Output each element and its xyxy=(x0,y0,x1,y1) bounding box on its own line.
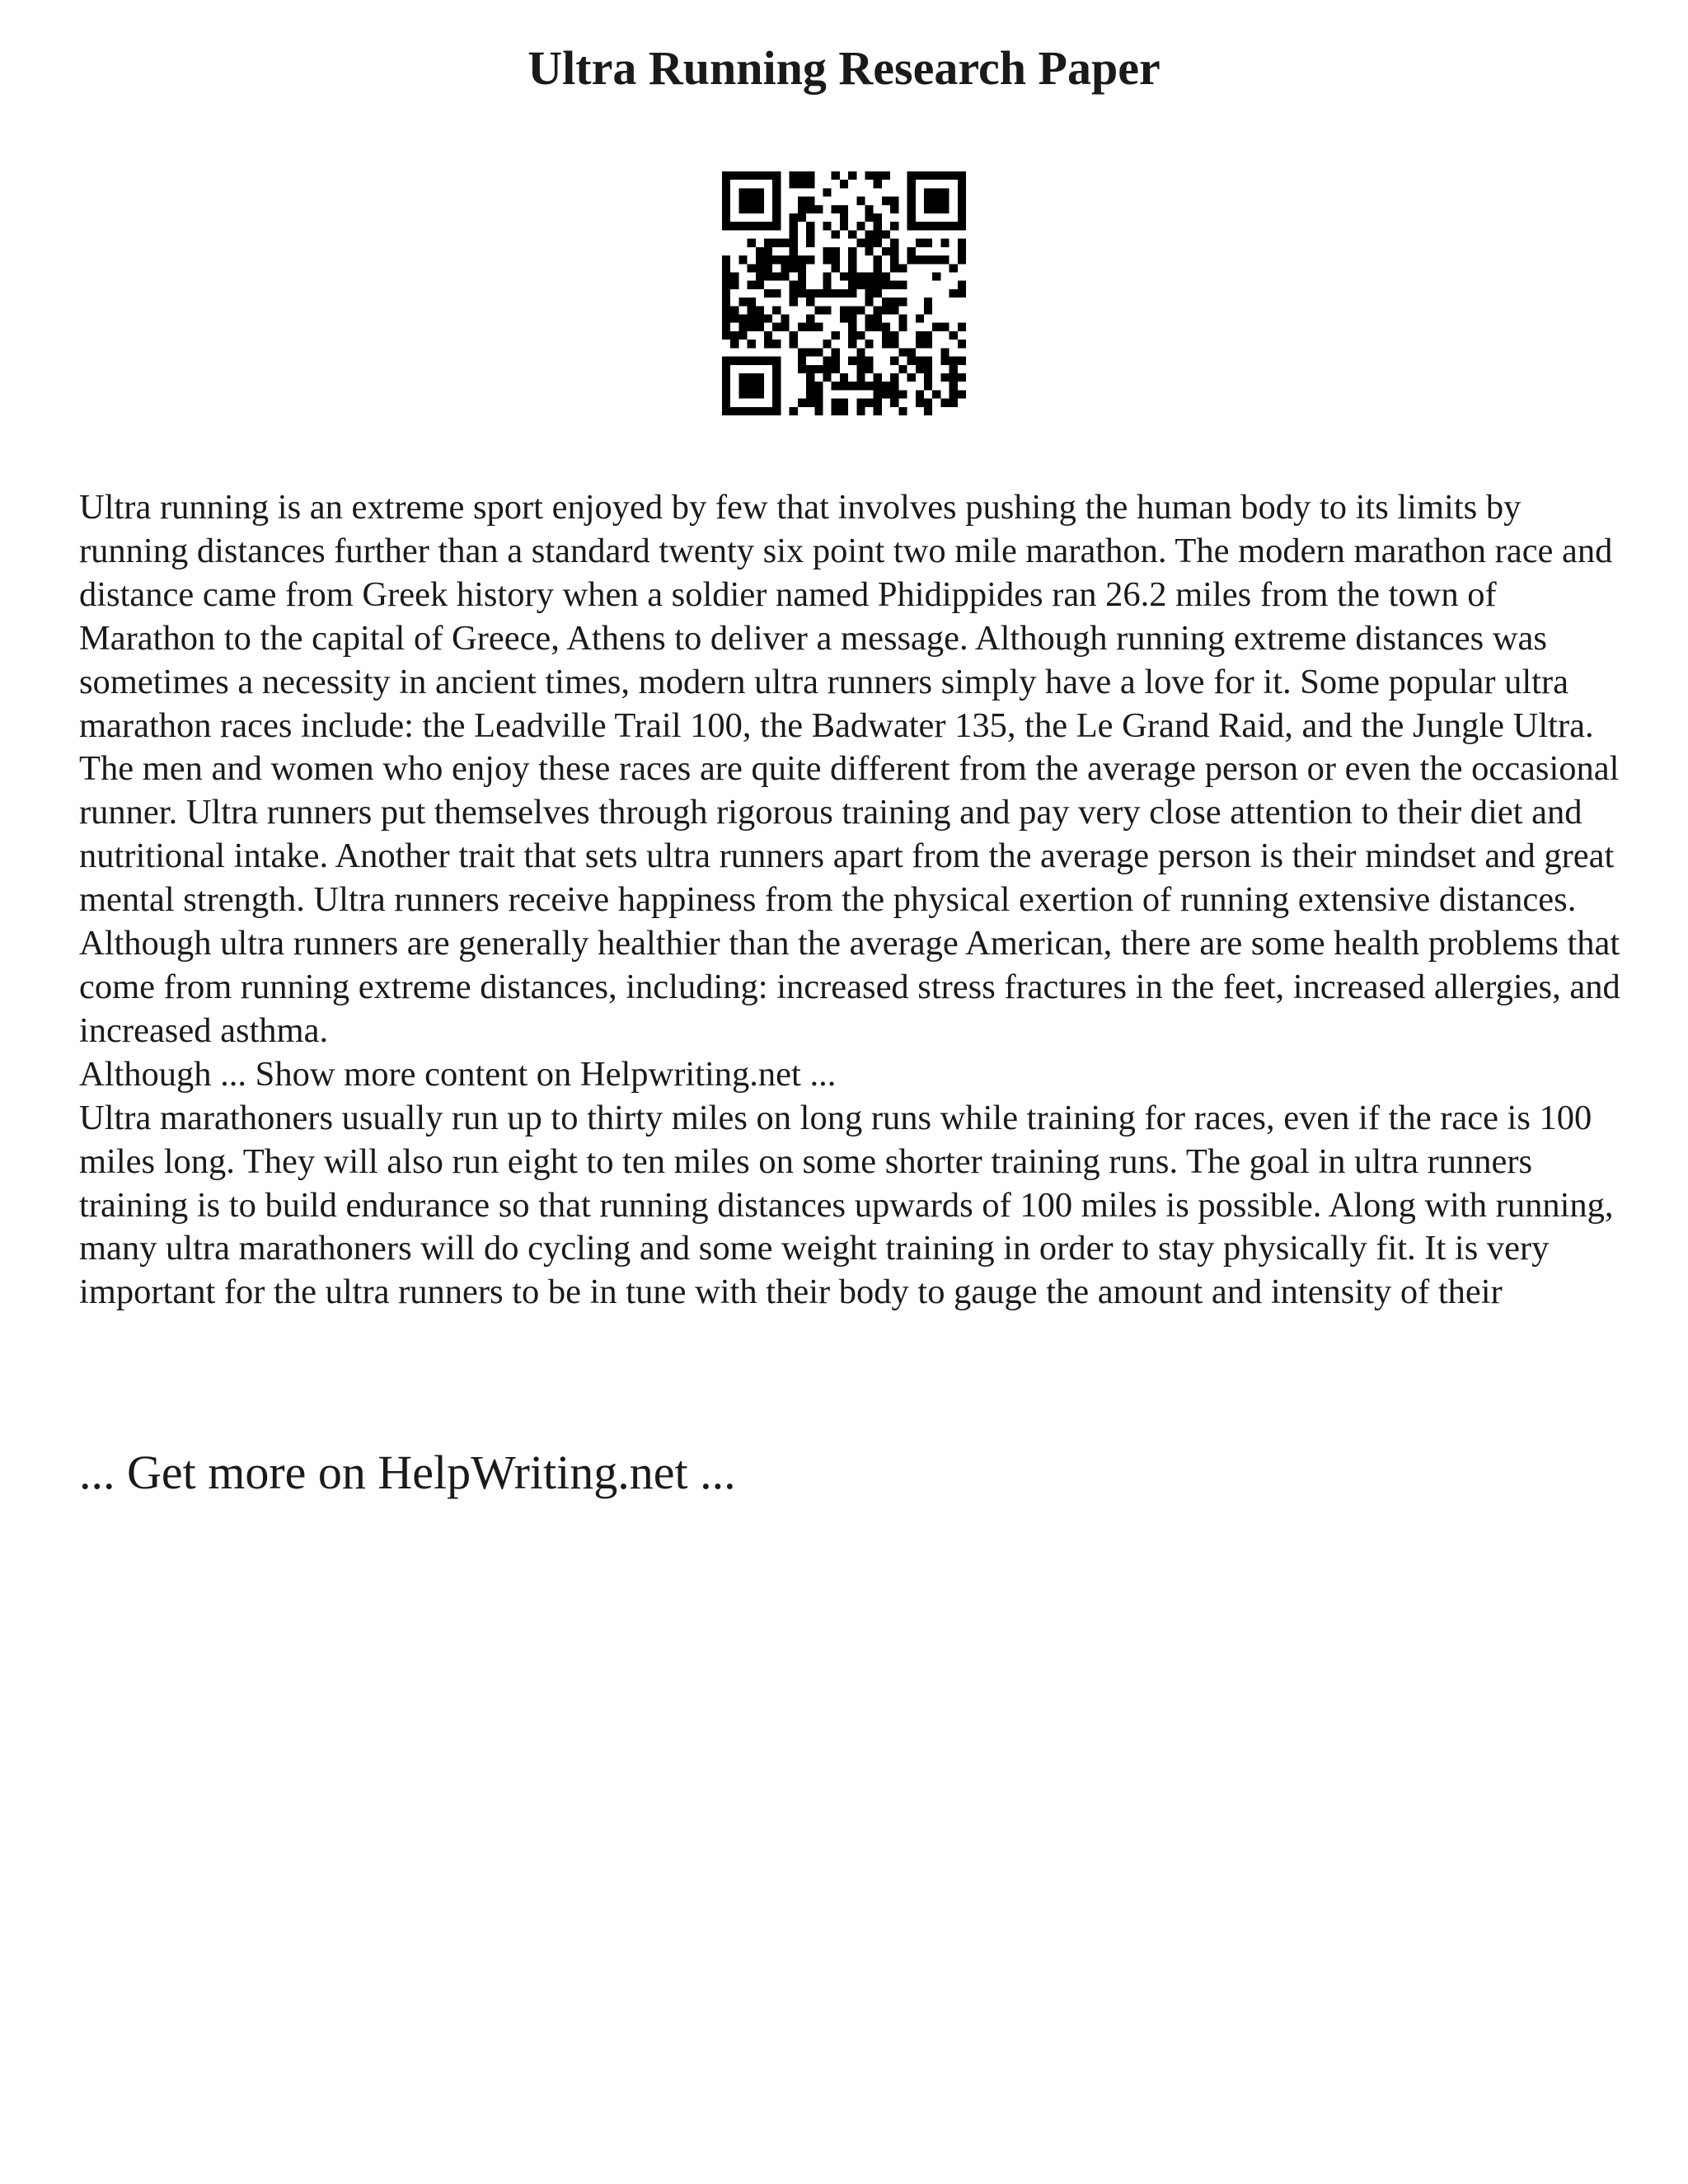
paragraph: Ultra running is an extreme sport enjoyed by few that involves pushing the human body to its limits by running distances further than a standard twenty six point two mile marathon. The modern marathon race and distance came from Greek history when a soldier named Phidippides ran 26.2 miles from the town of Marathon to the capital of Greece, Athens to deliver a message. Although running extreme distances was sometimes a necessity in ancient times, modern ultra runners simply have a love for it. Some popular ultra marathon races include: the Leadville Trail 100, the Badwater 135, the Le Grand Raid, and the Jungle Ultra. xyxy=(79,488,1613,745)
get-more-link[interactable]: ... Get more on HelpWriting.net ... xyxy=(79,1446,736,1499)
qr-finder-bottom-left xyxy=(722,357,781,415)
show-more-line: Although ... Show more content on Helpwriting.net ... xyxy=(79,1054,837,1094)
page-title: Ultra Running Research Paper xyxy=(528,41,1160,95)
paragraph: Ultra marathoners usually run up to thirty miles on long runs while training for races, even if the race is 100 miles long. They will also run eight to ten miles on some shorter training runs. The goal in ultra runners training is to build endurance so that running distances upwards of 100 miles is possible. Along with running, many ultra marathoners will do cycling and some weight training in order to stay physically fit. It is very important for the ultra runners to be in tune with their body to gauge the amount and intensity of their xyxy=(79,1098,1614,1312)
qr-code-icon xyxy=(722,171,966,415)
qr-finder-top-left xyxy=(722,171,781,230)
qr-finder-top-right xyxy=(907,171,966,230)
article-body xyxy=(79,486,1629,1315)
paragraph: The men and women who enjoy these races are quite different from the average person or even the occasional runner. Ultra runners put themselves through rigorous training and pay very close attention to their diet and nutritional intake. Another trait that sets ultra runners apart from the average person is their mindset and great mental strength. Ultra runners receive happiness from the physical exertion of running extensive distances. Although ultra runners are generally healthier than the average American, there are some health problems that come from running extreme distances, including: increased stress fractures in the feet, increased allergies, and increased asthma. xyxy=(79,749,1620,1050)
